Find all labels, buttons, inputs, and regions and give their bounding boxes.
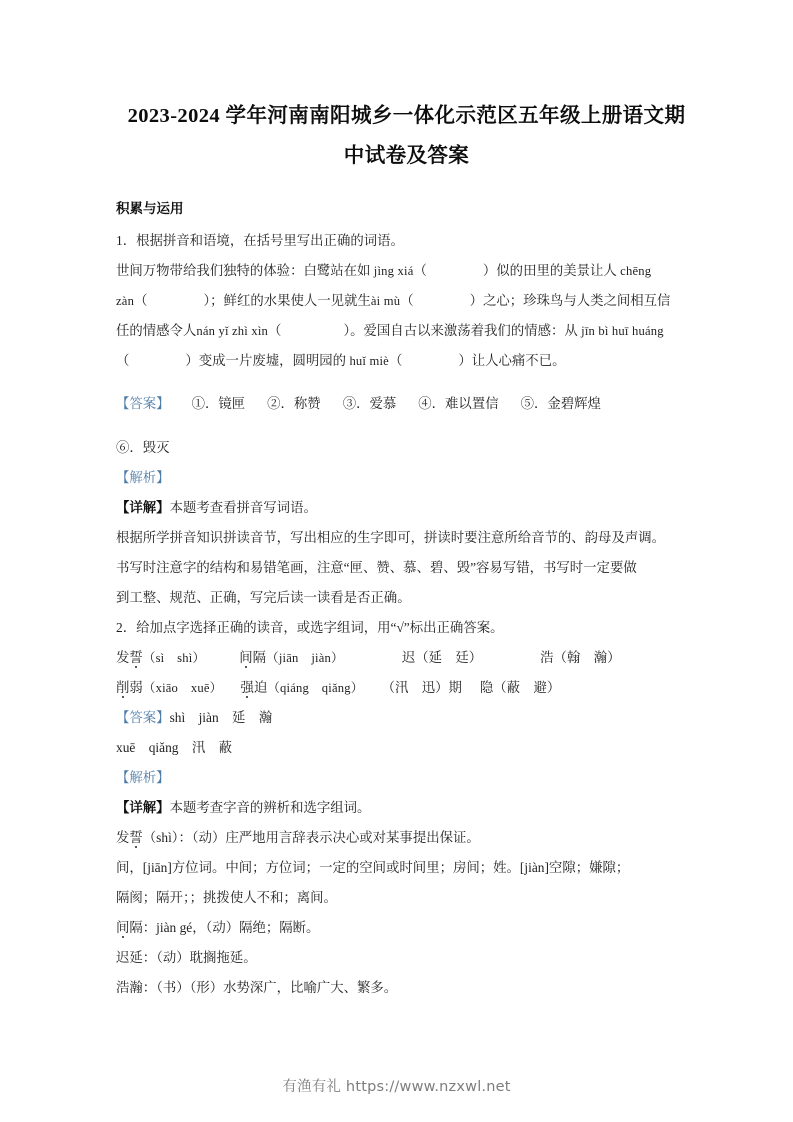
- question-1-passage-line-4: [116, 346, 697, 376]
- paren-open: （: [134, 293, 148, 308]
- option-group-qiangpo: [240, 673, 363, 703]
- question-1-passage-line-2: [116, 286, 697, 316]
- question-1-stem: 1．根据拼音和语境，在括号里写出正确的词语。: [116, 233, 404, 248]
- option-choices: （汛 迅）期: [381, 679, 462, 695]
- option-choices: （sì shì）: [142, 650, 206, 665]
- answer-label: 【答案】: [116, 396, 170, 412]
- question-1-explain-line-2: 书写时注意字的结构和易错笔画，注意“匣、赞、慕、碧、毁”容易写错，书写时一定要做: [116, 559, 637, 575]
- question-2-answer-row-1: [116, 703, 697, 733]
- pinyin-jinbihuihuang: jīn bì huī huáng: [581, 324, 664, 338]
- option-choices: （蔽 避）: [493, 679, 561, 695]
- pinyin-nanyizhixin: nán yǐ zhì xìn: [196, 324, 269, 338]
- option-group-chiyan: [402, 643, 482, 673]
- page-title: 2023-2024 学年河南南阳城乡一体化示范区五年级上册语文期中试卷及答案: [127, 105, 686, 167]
- definition-word-dotted: 誓: [129, 829, 143, 845]
- option-word-pre: 迟: [401, 649, 416, 665]
- question-2-definition-2-line-1: 间，[jiān]方位词。中间；方位词；一定的空间或时间里；房间；姓。[jiàn]空隙；嫌隙；: [116, 859, 630, 875]
- passage-text: ）似的田里的美景让人: [482, 263, 621, 278]
- question-2-definition-1: [116, 823, 697, 853]
- footer-watermark: 有渔有礼 https://www.nzxwl.net: [282, 1079, 511, 1095]
- option-choices: （qiáng qiǎng）: [267, 680, 364, 695]
- option-word-pre: 发: [116, 649, 130, 665]
- option-word-post: 隔: [252, 649, 267, 665]
- option-choices: （xiāo xuē）: [142, 680, 223, 695]
- pinyin-jingxia: jìng xiá: [373, 264, 414, 278]
- question-2-definition-3: [116, 913, 697, 943]
- option-group-xueruo: [116, 673, 222, 703]
- answer-text: shì jiàn 延 瀚: [169, 709, 273, 725]
- question-2-options-row-1: [116, 643, 697, 673]
- passage-text: ）让人心痛不已。: [458, 353, 566, 368]
- option-group-xunqi: [382, 673, 462, 703]
- option-group-haohan: [540, 643, 620, 673]
- question-1-passage-line-3: [116, 316, 697, 346]
- definition-text: （shì）：（动）庄严地用言辞表示决心或对某事提出保证。: [142, 829, 480, 845]
- option-choices: （翰 瀚）: [553, 649, 621, 665]
- pinyin-huimie: huǐ miè: [349, 354, 389, 368]
- answer-item: ②．称赞: [267, 396, 321, 412]
- question-2-definition-5: 浩瀚：（书）（形）水势深广，比喻广大、繁多。: [116, 979, 398, 995]
- section-heading: 积累与运用: [116, 201, 184, 216]
- question-2-options-row-2: [116, 673, 697, 703]
- answer-item: ③．爱慕: [342, 396, 397, 412]
- question-2-definition-2-line-2: 隔阂；隔开；；挑拨使人不和；离间。: [116, 889, 337, 905]
- question-1-explain-line-3: 到工整、规范、正确，写完后读一读看是否正确。: [116, 589, 411, 605]
- option-word-dotted: 强: [240, 679, 254, 695]
- question-1-explain-line-1: 根据所学拼音知识拼读音节，写出相应的生字即可，拼读时要注意所给音节的、韵母及声调。: [116, 529, 666, 545]
- pinyin-zan: zàn: [116, 294, 135, 308]
- passage-text: ）之心；珍珠鸟与人类之间相互信: [469, 293, 671, 308]
- question-2-stem: 2．给加点字选择正确的读音，或选字组词，用“√”标出正确答案。: [116, 619, 504, 635]
- question-1-detail: [116, 493, 697, 523]
- question-1-analysis-label: 【解析】: [116, 469, 170, 485]
- definition-word-dotted: 间: [116, 919, 130, 935]
- pinyin-cheng: chēng: [620, 264, 652, 278]
- pinyin-aimu: ài mù: [370, 294, 401, 308]
- option-group-yinbi: [480, 673, 560, 703]
- paren-open: （: [400, 293, 414, 308]
- paren-open: （: [388, 353, 403, 368]
- option-word-pre: 隐: [479, 679, 494, 695]
- answer-label: 【答案】: [116, 709, 170, 725]
- option-word-pre: 浩: [540, 649, 554, 665]
- question-1-answer-row: [116, 389, 697, 419]
- option-group-fashi: [116, 643, 205, 673]
- passage-text: ）；鲜红的水果使人一见就生: [203, 293, 371, 308]
- question-1-passage-line-1: [116, 256, 697, 286]
- option-word-post: 弱: [129, 679, 143, 695]
- passage-text: 任的情感令人: [116, 323, 197, 338]
- detail-label: 【详解】: [116, 799, 170, 815]
- question-2-answer-row-2: xuē qiǎng 汛 蔽: [116, 739, 233, 755]
- question-1-answer-last: ⑥．毁灭: [116, 439, 170, 455]
- answer-item: ①．镜匣: [191, 396, 246, 412]
- passage-text: ）。爱国自古以来激荡着我们的情感：从: [343, 323, 582, 338]
- definition-text: 隔：jiàn gé，（动）隔绝；隔断。: [129, 919, 320, 935]
- paren-open: （: [268, 323, 282, 338]
- option-group-jiange: [239, 643, 344, 673]
- paren-open: （: [413, 263, 427, 278]
- question-2-detail: [116, 793, 697, 823]
- answer-item: ⑤．金碧辉煌: [520, 396, 601, 412]
- question-2-analysis-label: 【解析】: [116, 769, 170, 785]
- option-word-dotted: 削: [116, 679, 130, 695]
- detail-text: 本题考查看拼音写词语。: [169, 499, 317, 515]
- option-choices: （延 廷）: [415, 649, 483, 665]
- definition-word-pre: 发: [116, 829, 130, 845]
- passage-text: ）变成一片废墟，圆明园的: [185, 353, 350, 368]
- paren-open: （: [116, 353, 130, 368]
- detail-text: 本题考查字音的辨析和选字组词。: [169, 799, 371, 815]
- option-word-dotted: 誓: [129, 649, 143, 665]
- question-2-definition-4: 迟延：（动）耽搁拖延。: [116, 949, 257, 965]
- passage-text: 世间万物带给我们独特的体验：白鹭站在如: [116, 263, 374, 278]
- option-word-dotted: 间: [239, 649, 253, 665]
- detail-label: 【详解】: [116, 499, 170, 515]
- option-choices: （jiān jiàn）: [266, 650, 344, 665]
- option-word-post: 迫: [253, 679, 268, 695]
- answer-item: ④．难以置信: [418, 396, 499, 412]
